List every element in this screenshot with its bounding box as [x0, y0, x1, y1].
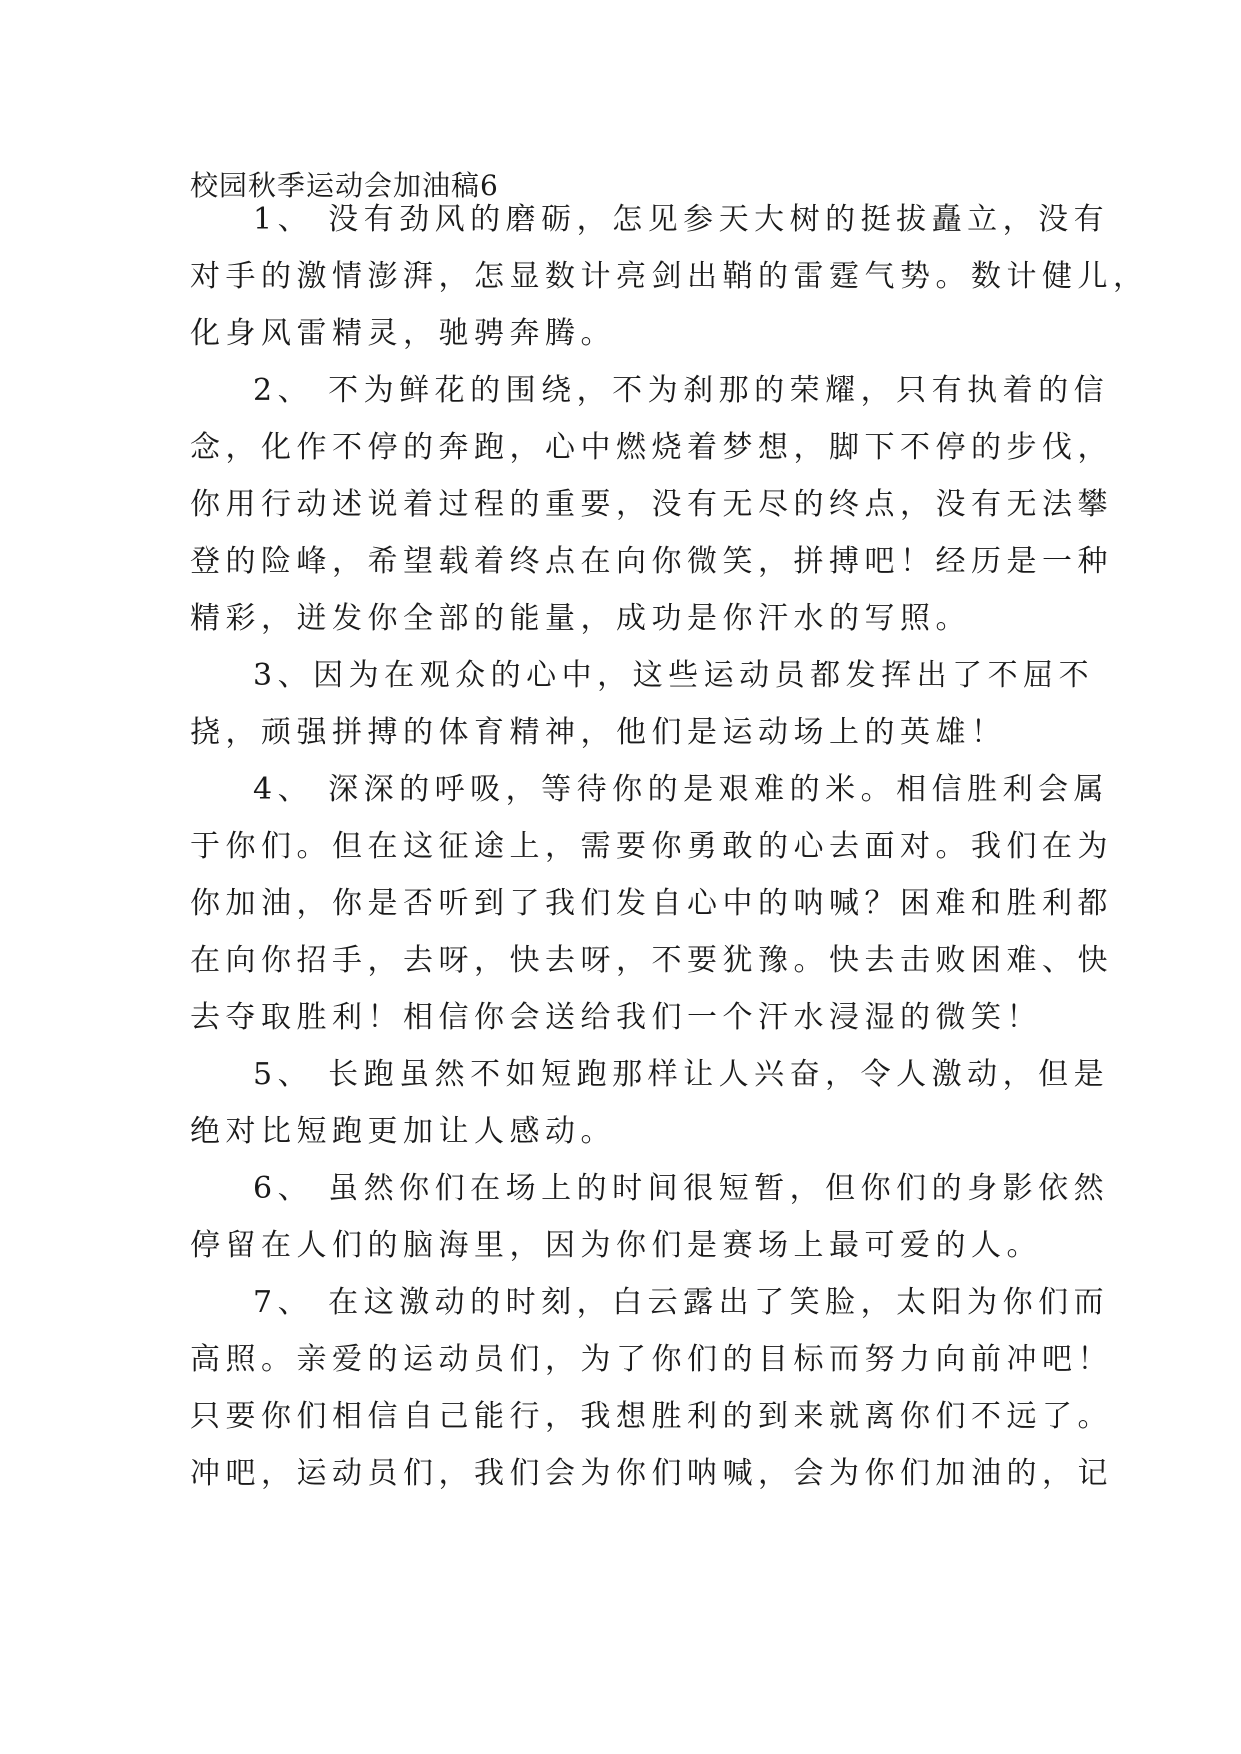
document-title: 校园秋季运动会加油稿6 — [190, 169, 499, 202]
text-line: 化身风雷精灵，驰骋奔腾。 — [190, 316, 616, 351]
text-line: 在向你招手，去呀，快去呀，不要犹豫。快去击败困难、快 — [190, 943, 1113, 978]
text-line: 你加油，你是否听到了我们发自心中的呐喊？困难和胜利都 — [190, 886, 1113, 921]
text-line: 5、 长跑虽然不如短跑那样让人兴奋，令人激动，但是 — [253, 1057, 1110, 1092]
text-line: 登的险峰，希望载着终点在向你微笑，拼搏吧！经历是一种 — [190, 544, 1113, 579]
text-line: 去夺取胜利！相信你会送给我们一个汗水浸湿的微笑！ — [190, 1000, 1042, 1035]
text-line: 2、 不为鲜花的围绕，不为刹那的荣耀，只有执着的信 — [253, 373, 1110, 408]
text-line: 7、 在这激动的时刻，白云露出了笑脸，太阳为你们而 — [253, 1285, 1110, 1320]
text-line: 挠，顽强拼搏的体育精神，他们是运动场上的英雄！ — [190, 715, 1007, 750]
text-line: 6、 虽然你们在场上的时间很短暂，但你们的身影依然 — [253, 1171, 1110, 1206]
text-line: 念，化作不停的奔跑，心中燃烧着梦想，脚下不停的步伐， — [190, 430, 1113, 465]
text-line: 4、 深深的呼吸，等待你的是艰难的米。相信胜利会属 — [253, 772, 1110, 807]
text-line: 精彩，迸发你全部的能量，成功是你汗水的写照。 — [190, 601, 971, 636]
text-line: 1、 没有劲风的磨砺，怎见参天大树的挺拔矗立，没有 — [253, 202, 1110, 237]
text-line: 你用行动述说着过程的重要，没有无尽的终点，没有无法攀 — [190, 487, 1113, 522]
text-line: 绝对比短跑更加让人感动。 — [190, 1114, 616, 1149]
text-line: 冲吧，运动员们，我们会为你们呐喊，会为你们加油的，记 — [190, 1456, 1113, 1491]
text-line: 停留在人们的脑海里，因为你们是赛场上最可爱的人。 — [190, 1228, 1042, 1263]
text-line: 高照。亲爱的运动员们，为了你们的目标而努力向前冲吧！ — [190, 1342, 1113, 1377]
text-line: 于你们。但在这征途上，需要你勇敢的心去面对。我们在为 — [190, 829, 1113, 864]
text-line: 3、因为在观众的心中，这些运动员都发挥出了不屈不 — [253, 658, 1095, 693]
text-line: 只要你们相信自己能行，我想胜利的到来就离你们不远了。 — [190, 1399, 1113, 1434]
text-line: 对手的激情澎湃，怎显数计亮剑出鞘的雷霆气势。数计健儿， — [190, 259, 1149, 294]
